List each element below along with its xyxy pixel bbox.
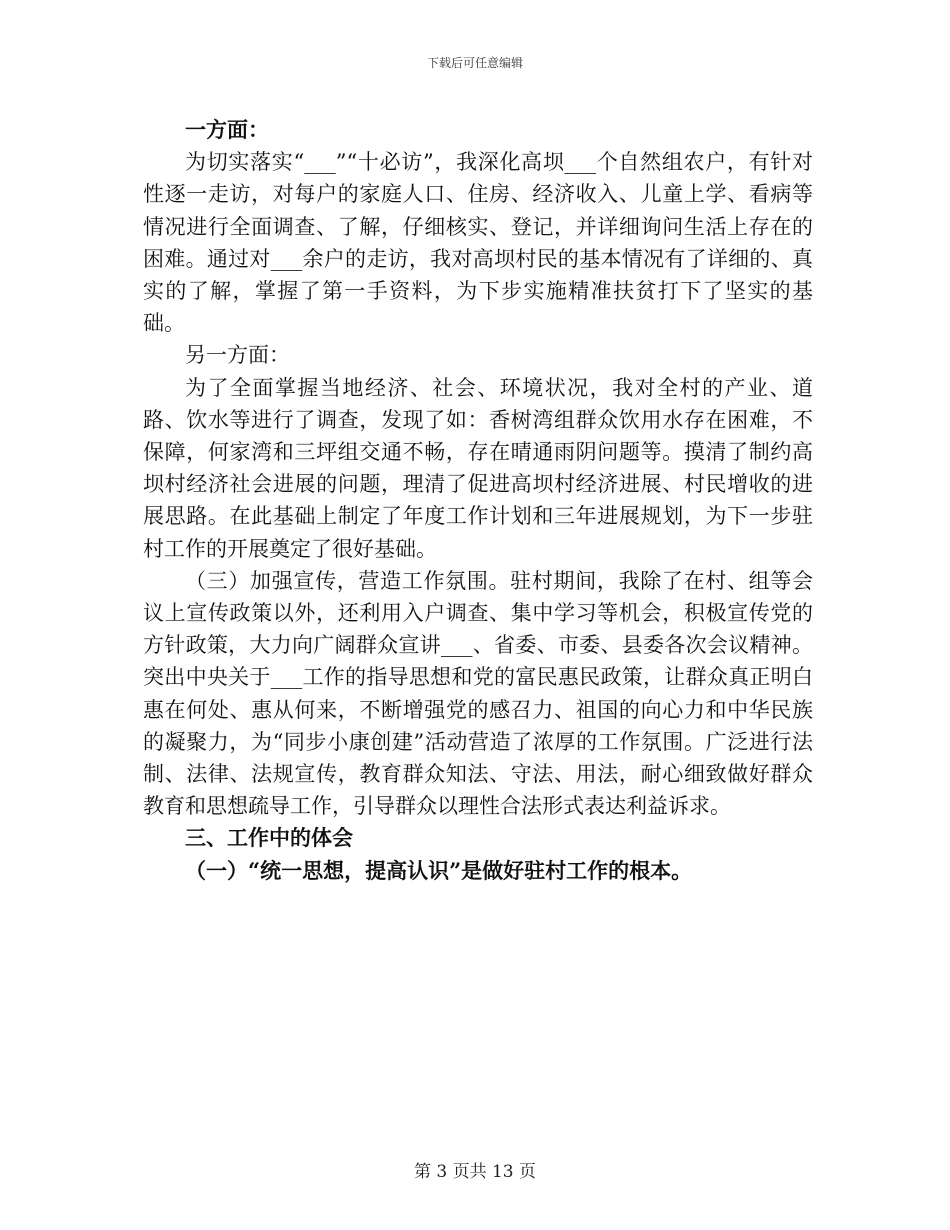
page-footer: 第 3 页共 13 页 — [413, 1162, 537, 1182]
subsection-heading-unify-thinking: （一）“统一思想，提高认识”是做好驻村工作的根本。 — [185, 857, 693, 883]
paragraph-heading-one-side: 一方面： — [185, 117, 269, 142]
section-heading-experience: 三、工作中的体会 — [185, 825, 353, 851]
page-header: 下载后可任意编辑 — [426, 56, 523, 70]
paragraph-visit-households: 为切实落实“___”“十必访”，我深化高坝___个自然组农户，有针对性逐一走访，对每户的家庭人口、住房、经济收入、儿童上学、看病等情况进行全面调查、了解，仔细核实、登记，并详细询问生活上存在的困难。通过对___余户的走访，我对高坝村民的基本情况有了详细的、真实的了解，掌握了第一手资料，为下步实施精准扶贫打下了坚实的基础。 — [143, 150, 813, 336]
document-body — [143, 114, 813, 887]
paragraph-survey: 为了全面掌握当地经济、社会、环境状况，我对全村的产业、道路、饮水等进行了调查，发现了如：香树湾组群众饮用水存在困难，不保障，何家湾和三坪组交通不畅，存在晴通雨阴问题等。摸清了制约高坝村经济社会进展的问题，理清了促进高坝村经济进展、村民增收的进展思路。在此基础上制定了年度工作计划和三年进展规划，为下一步驻村工作的开展奠定了很好基础。 — [143, 375, 813, 561]
paragraph-heading-other-side: 另一方面： — [185, 343, 290, 368]
paragraph-propaganda: （三）加强宣传，营造工作氛围。驻村期间，我除了在村、组等会议上宣传政策以外，还利用入户调查、集中学习等机会，积极宣传党的方针政策，大力向广阔群众宣讲___、省委、市委、县委各次会议精神。突出中央关于___工作的指导思想和党的富民惠民政策，让群众真正明白惠在何处、惠从何来，不断增强党的感召力、祖国的向心力和中华民族的凝聚力，为“同步小康创建”活动营造了浓厚的工作氛围。广泛进行法制、法律、法规宣传，教育群众知法、守法、用法，耐心细致做好群众教育和思想疏导工作，引导群众以理性合法形式表达利益诉求。 — [143, 568, 813, 819]
